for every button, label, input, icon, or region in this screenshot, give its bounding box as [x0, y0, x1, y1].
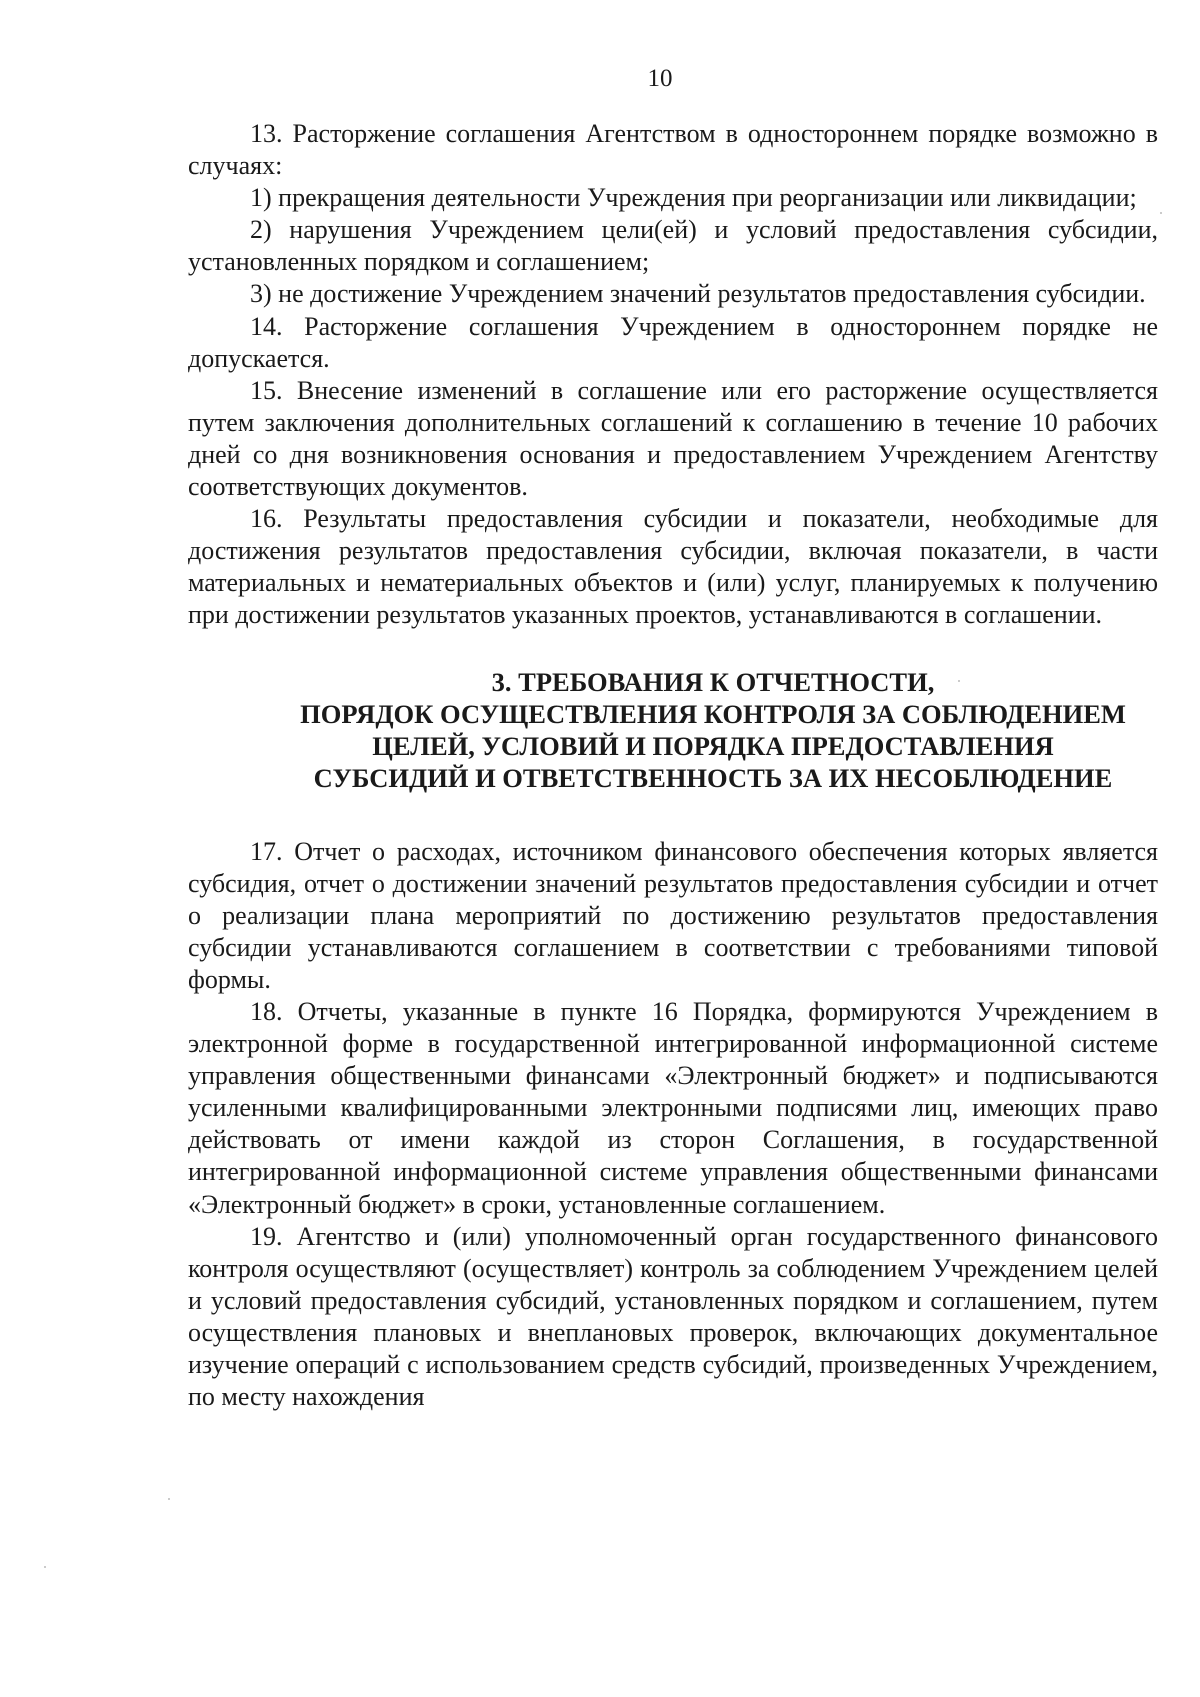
paragraph-17: 17. Отчет о расходах, источником финансового обеспечения которых является субсидия, отчет о достижении значений результатов предоставления субсидии и отчет о реализации плана мероприятий по достижению результатов предоставления субсидии устанавливаются соглашением в соответствии с требованиями типовой формы.: [188, 836, 1158, 994]
document-body: [188, 118, 1158, 1413]
scan-speck: [958, 680, 960, 682]
list-item-1: 1) прекращения деятельности Учреждения при реорганизации или ликвидации;: [250, 183, 1137, 213]
section-heading-line-1: 3. ТРЕБОВАНИЯ К ОТЧЕТНОСТИ,: [491, 666, 935, 697]
list-item-2: 2) нарушения Учреждением цели(ей) и условий предоставления субсидии, установленных порядком и соглашением;: [188, 215, 1158, 277]
paragraph-18: 18. Отчеты, указанные в пункте 16 Порядка, формируются Учреждением в электронной форме в государственной интегрированной информационной системе управления общественными финансами «Электронный бюджет» и подписываются усиленными квалифицированными электронными подписями лиц, имеющих право действовать от имени каждой из сторон Соглашения, в государственной интегрированной информационной системе управления общественными финансами «Электронный бюджет» в сроки, установленные соглашением.: [188, 996, 1158, 1219]
section-heading-line-3: ЦЕЛЕЙ, УСЛОВИЙ И ПОРЯДКА ПРЕДОСТАВЛЕНИЯ: [372, 730, 1054, 761]
scan-speck: [168, 1498, 170, 1500]
paragraph-14: 14. Расторжение соглашения Учреждением в одностороннем порядке не допускается.: [188, 311, 1158, 373]
paragraph-19: 19. Агентство и (или) уполномоченный орган государственного финансового контроля осуществляют (осуществляет) контроль за соблюдением Учреждением целей и условий предоставления субсидий, установленных порядком и соглашением, путем осуществления плановых и внеплановых проверок, включающих документальное изучение операций с использованием средств субсидий, произведенных Учреждением, по месту нахождения: [188, 1221, 1158, 1412]
scan-speck: [1160, 212, 1162, 214]
section-heading-line-4: СУБСИДИЙ И ОТВЕТСТВЕННОСТЬ ЗА ИХ НЕСОБЛЮДЕНИЕ: [313, 762, 1113, 793]
paragraph-13: 13. Расторжение соглашения Агентством в одностороннем порядке возможно в случаях:: [188, 119, 1158, 181]
section-heading: [228, 666, 1198, 794]
scan-speck: [44, 1566, 46, 1568]
paragraph-16: 16. Результаты предоставления субсидии и показатели, необходимые для достижения результатов предоставления субсидии, включая показатели, в части материальных и нематериальных объектов и (или) услуг, планируемых к получению при достижении результатов указанных проектов, устанавливаются в соглашении.: [188, 504, 1158, 630]
page-number: 10: [647, 65, 673, 92]
list-item-3: 3) не достижение Учреждением значений результатов предоставления субсидии.: [250, 279, 1146, 309]
section-heading-line-2: ПОРЯДОК ОСУЩЕСТВЛЕНИЯ КОНТРОЛЯ ЗА СОБЛЮДЕНИЕМ: [300, 698, 1126, 729]
paragraph-15: 15. Внесение изменений в соглашение или его расторжение осуществляется путем заключения дополнительных соглашений к соглашению в течение 10 рабочих дней со дня возникновения основания и предоставлением Учреждением Агентству соответствующих документов.: [188, 375, 1158, 502]
